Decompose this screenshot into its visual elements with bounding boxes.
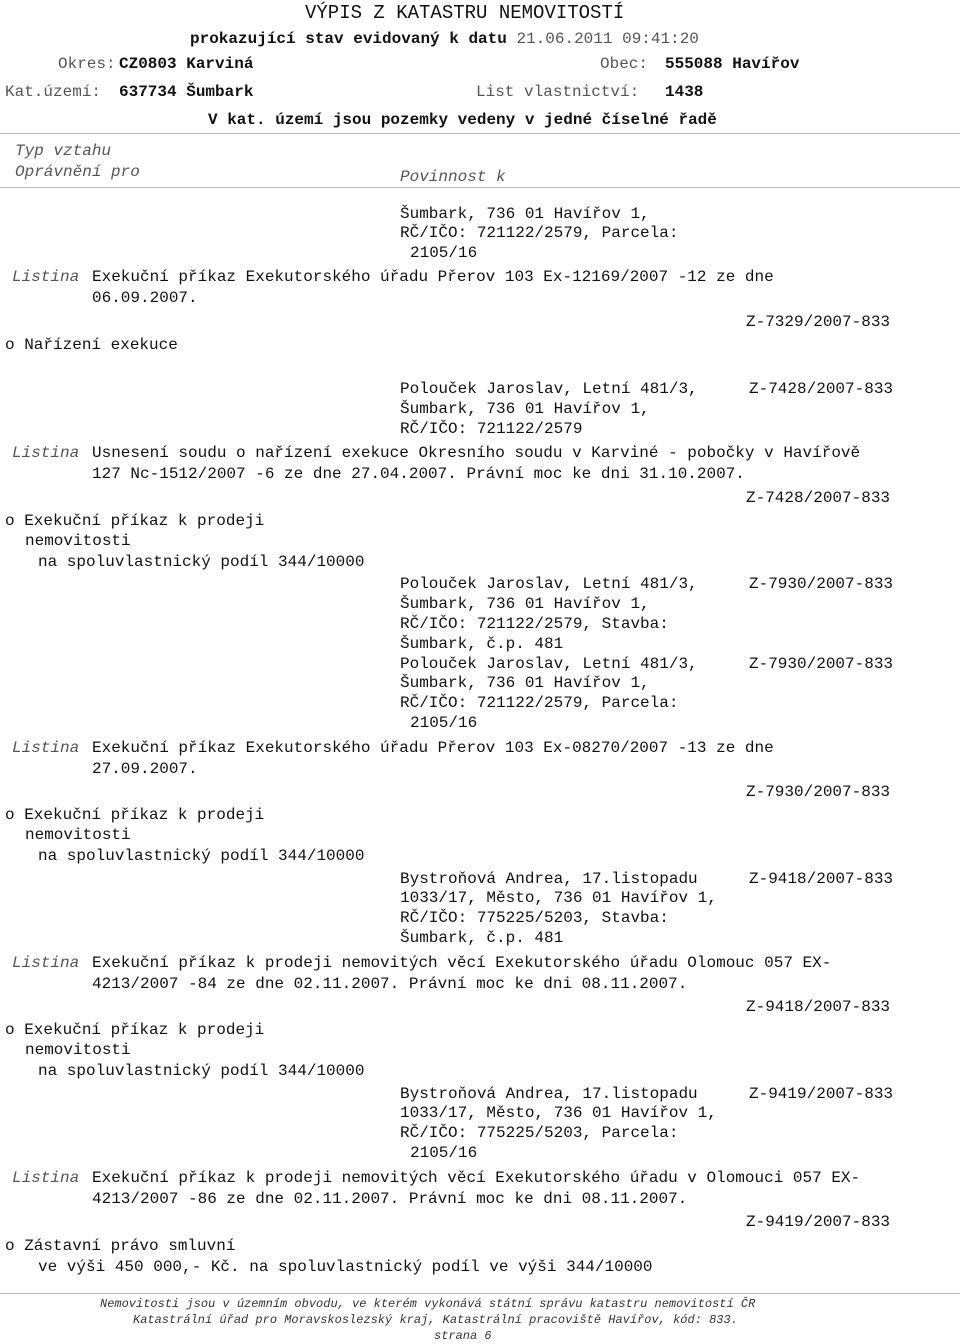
listina-date: 27.09.2007.: [92, 760, 198, 778]
owner-line: Bystroňová Andrea, 17.listopadu: [400, 870, 698, 888]
rc-ico-line: RČ/IČO: 775225/5203, Parcela:: [400, 1124, 679, 1142]
okres-value: CZ0803 Karviná: [119, 55, 254, 73]
page-number: strana 6: [434, 1329, 492, 1343]
z-number: Z-7428/2007-833: [746, 489, 891, 507]
columns-divider: [0, 187, 960, 188]
col-povinnost-k: Povinnost k: [400, 168, 506, 186]
z-number: Z-7329/2007-833: [746, 313, 891, 331]
listina-date: 4213/2007 -86 ze dne 02.11.2007. Právní moc ke dni 08.11.2007.: [92, 1190, 688, 1208]
rc-ico-line: RČ/IČO: 721122/2579: [400, 420, 583, 438]
list-label: List vlastnictví:: [476, 83, 640, 101]
listina-text: Exekuční příkaz k prodeji nemovitých věcí Exekutorského úřadu Olomouc 057 EX-: [92, 954, 832, 972]
list-value: 1438: [665, 83, 704, 101]
building-line: Šumbark, č.p. 481: [400, 635, 564, 653]
address-line: Šumbark, 736 01 Havířov 1,: [400, 595, 650, 613]
document-title: VÝPIS Z KATASTRU NEMOVITOSTÍ: [305, 2, 625, 24]
header-divider: [0, 133, 960, 134]
section-line: nemovitosti: [25, 1041, 131, 1059]
okres-label: Okres:: [58, 55, 116, 73]
subtitle-date: 21.06.2011 09:41:20: [516, 30, 699, 48]
obec-label: Obec:: [600, 55, 649, 73]
listina-label: Listina: [12, 444, 80, 462]
section-line: na spoluvlastnický podíl 344/10000: [38, 1062, 365, 1080]
owner-line: Polouček Jaroslav, Letní 481/3,: [400, 380, 698, 398]
z-number: Z-9418/2007-833: [749, 870, 894, 888]
listina-date: 06.09.2007.: [92, 289, 198, 307]
address-line: 1033/17, Město, 736 01 Havířov 1,: [400, 889, 717, 907]
listina-date: 4213/2007 -84 ze dne 02.11.2007. Právní moc ke dni 08.11.2007.: [92, 975, 688, 993]
section-line: na spoluvlastnický podíl 344/10000: [38, 847, 365, 865]
z-number: Z-9418/2007-833: [746, 998, 891, 1016]
address-line: Šumbark, 736 01 Havířov 1,: [400, 674, 650, 692]
parcel-number: 2105/16: [410, 714, 478, 732]
address-line: Šumbark, 736 01 Havířov 1,: [400, 205, 650, 223]
rc-ico-line: RČ/IČO: 775225/5203, Stavba:: [400, 909, 669, 927]
z-number: Z-9419/2007-833: [746, 1213, 891, 1231]
parcel-note: V kat. území jsou pozemky vedeny v jedné číselné řadě: [208, 111, 717, 129]
address-line: 1033/17, Město, 736 01 Havířov 1,: [400, 1104, 717, 1122]
listina-label: Listina: [12, 268, 80, 286]
z-number: Z-7930/2007-833: [746, 783, 891, 801]
col-opravneni-pro: Oprávnění pro: [15, 163, 140, 181]
kat-value: 637734 Šumbark: [119, 83, 254, 101]
kat-label: Kat.území:: [5, 83, 102, 101]
subtitle: [190, 29, 699, 49]
rc-ico-line: RČ/IČO: 721122/2579, Stavba:: [400, 615, 669, 633]
subtitle-text: prokazující stav evidovaný k datu: [190, 30, 507, 48]
listina-label: Listina: [12, 954, 80, 972]
rc-ico-line: RČ/IČO: 721122/2579, Parcela:: [400, 224, 679, 242]
parcel-number: 2105/16: [410, 1144, 478, 1162]
section-line: nemovitosti: [25, 826, 131, 844]
listina-label: Listina: [12, 739, 80, 757]
z-number: Z-7428/2007-833: [749, 380, 894, 398]
owner-line: Bystroňová Andrea, 17.listopadu: [400, 1085, 698, 1103]
listina-text: Exekuční příkaz k prodeji nemovitých věcí Exekutorského úřadu v Olomouci 057 EX-: [92, 1169, 861, 1187]
owner-line: Polouček Jaroslav, Letní 481/3,: [400, 655, 698, 673]
section-narizeni-exekuce: o Nařízení exekuce: [5, 336, 178, 354]
section-exekucni-prikaz: o Exekuční příkaz k prodeji: [5, 512, 265, 530]
rc-ico-line: RČ/IČO: 721122/2579, Parcela:: [400, 694, 679, 712]
footer-line: Katastrální úřad pro Moravskoslezský kraj, Katastrální pracoviště Havířov, kód: 833.: [133, 1313, 738, 1327]
listina-label: Listina: [12, 1169, 80, 1187]
parcel-number: 2105/16: [410, 244, 478, 262]
section-line: nemovitosti: [25, 532, 131, 550]
z-number: Z-7930/2007-833: [749, 575, 894, 593]
col-typ-vztahu: Typ vztahu: [15, 142, 112, 160]
section-zastavni-pravo: o Zástavní právo smluvní: [5, 1237, 236, 1255]
building-line: Šumbark, č.p. 481: [400, 929, 564, 947]
listina-text: Exekuční příkaz Exekutorského úřadu Přerov 103 Ex-08270/2007 -13 ze dne: [92, 739, 774, 757]
listina-text: Exekuční příkaz Exekutorského úřadu Přerov 103 Ex-12169/2007 -12 ze dne: [92, 268, 774, 286]
footer-divider: [0, 1293, 960, 1294]
z-number: Z-7930/2007-833: [749, 655, 894, 673]
section-exekucni-prikaz: o Exekuční příkaz k prodeji: [5, 1021, 265, 1039]
owner-line: Polouček Jaroslav, Letní 481/3,: [400, 575, 698, 593]
listina-text: Usnesení soudu o nařízení exekuce Okresního soudu v Karviné - pobočky v Havířově: [92, 444, 861, 462]
z-number: Z-9419/2007-833: [749, 1085, 894, 1103]
section-line: na spoluvlastnický podíl 344/10000: [38, 553, 365, 571]
section-line: ve výši 450 000,- Kč. na spoluvlastnický podíl ve výši 344/10000: [38, 1258, 653, 1276]
address-line: Šumbark, 736 01 Havířov 1,: [400, 400, 650, 418]
listina-date: 127 Nc-1512/2007 -6 ze dne 27.04.2007. Právní moc ke dni 31.10.2007.: [92, 465, 745, 483]
section-exekucni-prikaz: o Exekuční příkaz k prodeji: [5, 806, 265, 824]
footer-line: Nemovitosti jsou v územním obvodu, ve kterém vykonává státní správu katastru nemovitostí ČR: [100, 1297, 756, 1311]
obec-value: 555088 Havířov: [665, 55, 800, 73]
